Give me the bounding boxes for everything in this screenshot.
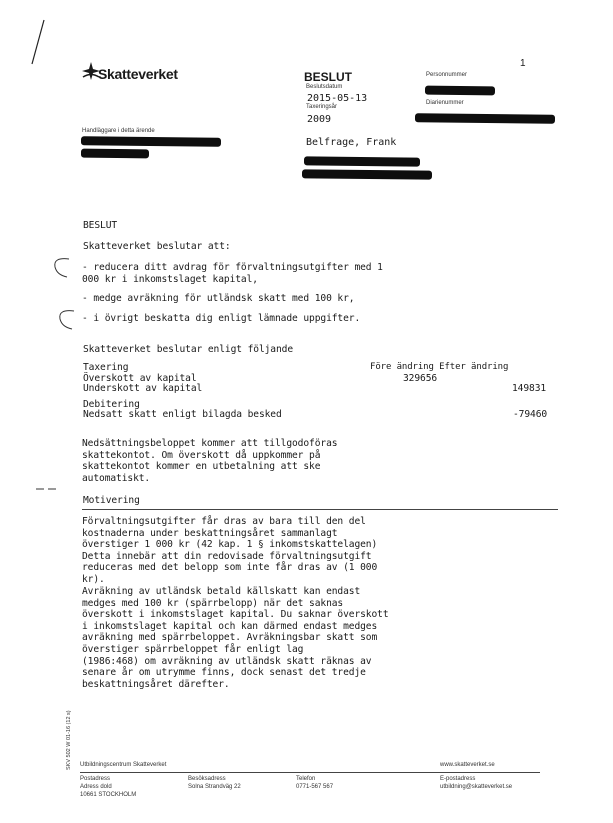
footer-visit-line1: Solna Strandväg 22 [188,784,241,790]
motivering-heading: Motivering [83,495,140,506]
footer-postal-line2: 10661 STOCKHOLM [80,792,137,798]
section-divider [82,509,558,510]
table-column-header: Före ändring Efter ändring [370,362,509,372]
bullet-2: - medge avräkning för utländsk skatt med 100 kr, [82,293,355,304]
footer-visit-label: Besöksadress [188,776,226,782]
decision-table-intro: Skatteverket beslutar enligt följande [83,344,294,355]
table-cell-after: 149831 [512,383,547,394]
diarienummer-label: Diarienummer [426,100,464,106]
doc-type-heading: BESLUT [304,70,352,84]
redacted-person-nr [425,86,495,96]
margin-form-code: SKV 502 W 01-16 (12 s) [66,710,72,770]
decision-date: 2015-05-13 [307,93,368,104]
footer-phone-line1: 0771-567 567 [296,784,334,790]
page-number: 1 [520,58,526,69]
table-row-label: Underskott av kapital [83,383,203,394]
table-section-taxering: Taxering [83,362,129,373]
footer-postal-label: Postadress [80,776,111,782]
table-cell-before: 329656 [403,373,438,384]
recipient-name: Belfrage, Frank [306,137,397,148]
person-nr-label: Personnummer [426,72,468,78]
table-row-label: Överskott av kapital [83,373,197,384]
margin-mark-1 [45,253,75,283]
redacted-handlaggare-1 [81,136,221,146]
redacted-address-2 [302,169,432,179]
tax-year: 2009 [307,114,332,125]
bullet-3: - i övrigt beskatta dig enligt lämnade uppgifter. [82,313,361,324]
redacted-handlaggare-2 [81,149,149,159]
tax-year-label: Taxeringsår [306,104,338,110]
redacted-address-1 [304,156,420,166]
footer-website: www.skatteverket.se [440,762,495,768]
doc-date-label: Beslutsdatum [306,84,343,90]
redacted-diarienummer [415,113,555,123]
motivering-paragraph-1: Förvaltningsutgifter får dras av bara till den del kostnaderna under beskattningsåret sammanlagt överstiger 1 000 kr (42 kap. 1 § inkomstskattelagen) Detta innebär att din redovisade förvaltningsutgift reduceras med det belopp som inte får dras av (1 000 kr). [82,516,378,585]
brand-name: Skatteverket [98,66,178,82]
margin-mark-2 [50,305,80,335]
footer-phone-label: Telefon [296,776,316,782]
footer-email-line1: utbildning@skatteverket.se [440,784,513,790]
table-row-label: Nedsatt skatt enligt bilagda besked [83,409,282,420]
pen-stroke [28,18,48,68]
motivering-paragraph-2: Avräkning av utländsk betald källskatt kan endast medges med 100 kr (spärrbelopp) när det saknas överskott i inkomstslaget kapital. Du saknar överskott i inkomstslaget kapital och kan därmed endast medges avräkning med spärrbeloppet. Avräkningsbar skatt som överstiger spärrbeloppet får enligt lag (1986:468) om avräkning av utländsk skatt räknas av senare år om utrymme finns, dock senast det tredje beskattningsåret därefter. [82,586,389,690]
bullet-1: - reducera ditt avdrag för förvaltningsutgifter med 1 000 kr i inkomstslaget kapital, [82,262,383,285]
footer-org: Utbildningscentrum Skatteverket [80,762,167,768]
footer-email-label: E-postadress [440,776,476,782]
decision-intro: Skatteverket beslutar att: [83,241,231,252]
handlaggare-label: Handläggare i detta ärende [82,128,155,134]
margin-mark-3 [34,483,64,495]
table-cell-after: -79460 [513,409,548,420]
table-section-debitering: Debitering [83,399,140,410]
decision-heading: BESLUT [83,220,118,231]
footer-postal-line1: Adress dold [80,784,112,790]
nedsattning-paragraph: Nedsättningsbeloppet kommer att tillgodoföras skattekontot. Om överskott då uppkommer på skattekontot kommer en utbetalning att ske automatiskt. [82,438,338,484]
footer-divider [80,772,540,773]
